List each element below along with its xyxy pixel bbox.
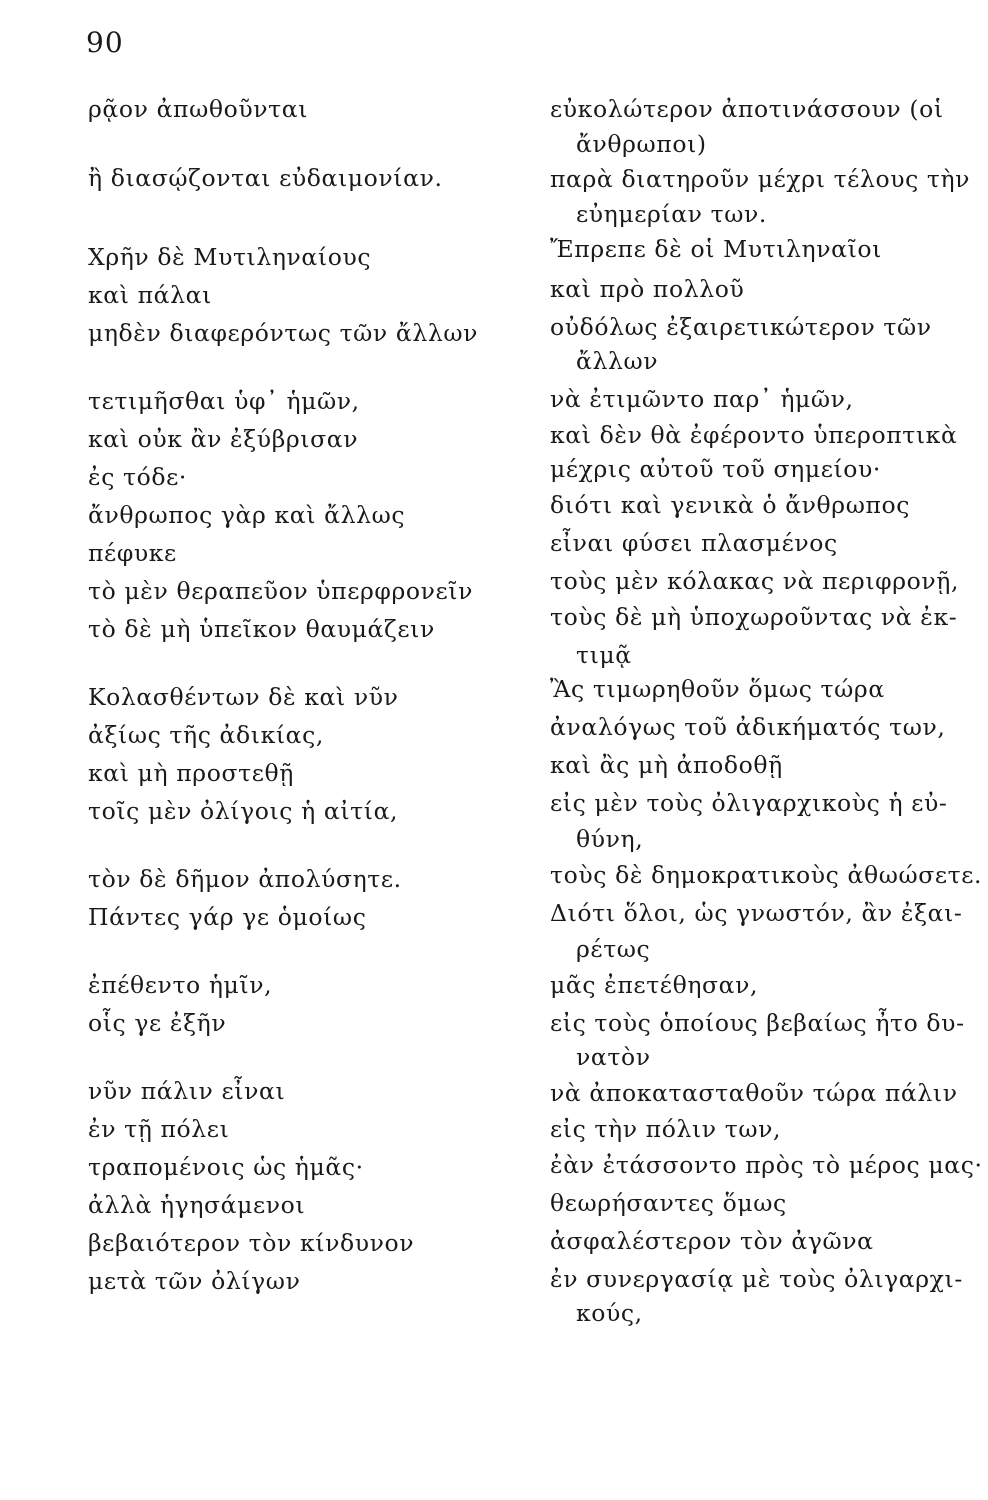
translation-text-line: εἰς μὲν τοὺς ὀλιγαρχικοὺς ἡ εὐ-: [550, 789, 948, 817]
translation-text-line: μέχρις αὐτοῦ τοῦ σημείου·: [550, 455, 881, 483]
translation-text-line: καὶ ἂς μὴ ἀποδοθῇ: [550, 751, 783, 779]
greek-text-line: ἐς τόδε·: [88, 463, 187, 491]
translation-text-line: Ἔπρεπε δὲ οἱ Μυτιληναῖοι: [550, 235, 882, 263]
translation-text-line: ἐὰν ἐτάσσοντο πρὸς τὸ μέρος μας·: [550, 1151, 983, 1179]
translation-text-line: εἰς τοὺς ὁποίους βεβαίως ἦτο δυ-: [550, 1009, 965, 1037]
greek-text-line: τὸ μὲν θεραπεῦον ὑπερφρονεῖν: [88, 577, 473, 605]
greek-text-line: ρᾷον ἀπωθοῦνται: [88, 95, 309, 123]
translation-text-line: νὰ ἐτιμῶντο παρ᾽ ἡμῶν,: [550, 385, 854, 413]
translation-text-line: εὐκολώτερον ἀποτινάσσουν (οἱ: [550, 95, 944, 123]
greek-text-line: ἀξίως τῆς ἀδικίας,: [88, 721, 324, 749]
translation-text-line: παρὰ διατηροῦν μέχρι τέλους τὴν: [550, 165, 971, 193]
translation-text-line: θύνη,: [576, 825, 644, 853]
translation-text-line: καὶ δὲν θὰ ἐφέροντο ὑπεροπτικὰ: [550, 421, 958, 449]
greek-text-line: ἐν τῇ πόλει: [88, 1115, 230, 1143]
translation-text-line: καὶ πρὸ πολλοῦ: [550, 275, 745, 303]
translation-text-line: ἀσφαλέστερον τὸν ἀγῶνα: [550, 1227, 874, 1255]
greek-text-line: μετὰ τῶν ὀλίγων: [88, 1267, 301, 1295]
greek-text-line: Χρῆν δὲ Μυτιληναίους: [88, 243, 372, 271]
greek-text-line: τραπομένοις ὡς ἡμᾶς·: [88, 1153, 364, 1181]
translation-text-line: θεωρήσαντες ὅμως: [550, 1189, 787, 1217]
translation-text-line: τιμᾷ: [576, 641, 632, 669]
translation-text-line: Ἂς τιμωρηθοῦν ὅμως τώρα: [550, 675, 885, 703]
greek-text-line: καὶ μὴ προστεθῇ: [88, 759, 294, 787]
greek-text-line: οἷς γε ἐξῆν: [88, 1009, 227, 1037]
translation-text-line: τοὺς μὲν κόλακας νὰ περιφρονῇ,: [550, 567, 960, 595]
greek-text-line: τὸν δὲ δῆμον ἀπολύσητε.: [88, 865, 402, 893]
greek-text-line: καὶ οὐκ ἂν ἐξύβρισαν: [88, 425, 359, 453]
greek-text-line: ἢ διασῴζονται εὐδαιμονίαν.: [88, 164, 443, 192]
translation-text-line: διότι καὶ γενικὰ ὁ ἄνθρωπος: [550, 491, 911, 519]
translation-text-line: εἶναι φύσει πλασμένος: [550, 529, 838, 557]
translation-text-line: ἐν συνεργασίᾳ μὲ τοὺς ὀλιγαρχι-: [550, 1265, 963, 1293]
greek-text-line: νῦν πάλιν εἶναι: [88, 1077, 286, 1105]
translation-text-line: νὰ ἀποκατασταθοῦν τώρα πάλιν: [550, 1079, 958, 1107]
page-number: 90: [86, 26, 124, 59]
greek-text-line: ἀλλὰ ἡγησάμενοι: [88, 1191, 306, 1219]
translation-text-line: ἀναλόγως τοῦ ἀδικήματός των,: [550, 713, 946, 741]
translation-text-line: εὐημερίαν των.: [576, 200, 767, 228]
translation-text-line: εἰς τὴν πόλιν των,: [550, 1115, 782, 1143]
greek-text-line: Κολασθέντων δὲ καὶ νῦν: [88, 683, 399, 711]
greek-text-line: τοῖς μὲν ὀλίγοις ἡ αἰτία,: [88, 797, 399, 825]
greek-text-line: ἐπέθεντο ἡμῖν,: [88, 971, 273, 999]
translation-text-line: οὐδόλως ἐξαιρετικώτερον τῶν: [550, 313, 932, 341]
translation-text-line: ρέτως: [576, 935, 651, 963]
greek-text-line: τετιμῆσθαι ὑφ᾽ ἡμῶν,: [88, 387, 360, 415]
greek-text-line: βεβαιότερον τὸν κίνδυνον: [88, 1229, 415, 1257]
greek-text-line: μηδὲν διαφερόντως τῶν ἄλλων: [88, 319, 478, 347]
translation-text-line: τοὺς δὲ μὴ ὑποχωροῦντας νὰ ἐκ-: [550, 603, 958, 631]
translation-text-line: μᾶς ἐπετέθησαν,: [550, 971, 759, 999]
greek-text-line: τὸ δὲ μὴ ὑπεῖκον θαυμάζειν: [88, 615, 435, 643]
translation-text-line: ἄλλων: [576, 347, 659, 375]
translation-text-line: κούς,: [576, 1299, 643, 1327]
greek-text-line: ἄνθρωπος γὰρ καὶ ἄλλως: [88, 501, 406, 529]
translation-text-line: Διότι ὅλοι, ὡς γνωστόν, ἂν ἐξαι-: [550, 899, 963, 927]
greek-text-line: πέφυκε: [88, 539, 177, 567]
translation-text-line: ἄνθρωποι): [576, 130, 707, 158]
translation-text-line: τοὺς δὲ δημοκρατικοὺς ἀθωώσετε.: [550, 861, 983, 889]
greek-text-line: καὶ πάλαι: [88, 281, 212, 309]
greek-text-line: Πάντες γάρ γε ὁμοίως: [88, 903, 367, 931]
translation-text-line: νατὸν: [576, 1043, 651, 1071]
